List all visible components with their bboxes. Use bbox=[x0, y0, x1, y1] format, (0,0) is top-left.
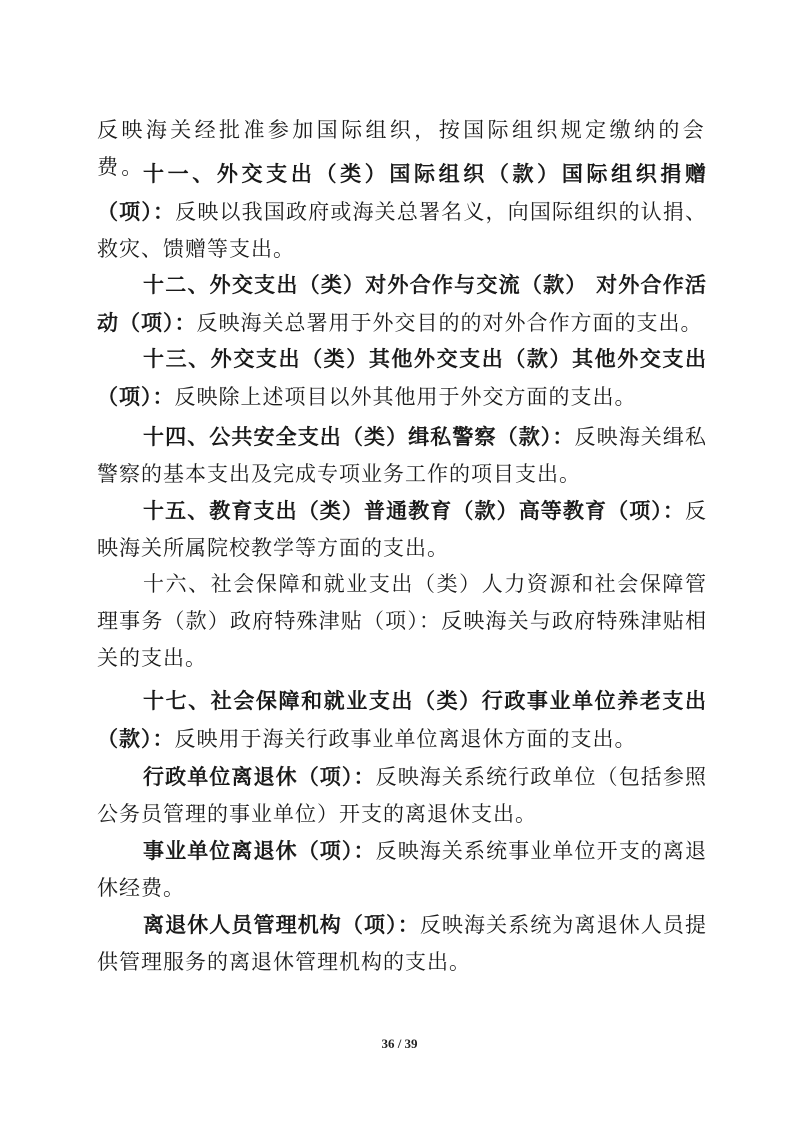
section-heading: 离退休人员管理机构（项）： bbox=[143, 912, 420, 937]
section-heading: 十三、外交支出（类）其他外交支出（款）其他外交支出（项）： bbox=[97, 346, 707, 409]
paragraph-16 bbox=[97, 566, 707, 677]
paragraph-15 bbox=[97, 492, 707, 567]
paragraph-body: 反映以我国政府或海关总署名义，向国际组织的认捐、救灾、馈赠等支出。 bbox=[97, 200, 708, 261]
paragraph-body: 反映海关系统行政单位（包括参照公务员管理的事业单位）开支的离退休支出。 bbox=[97, 765, 708, 826]
section-heading: 十一、外交支出（类）国际组织（款）国际组织捐赠（项）： bbox=[97, 161, 707, 224]
section-heading: 十四、公共安全支出（类）缉私警察（款）： bbox=[143, 424, 575, 449]
paragraph-body: 反映海关经批准参加国际组织，按国际组织规定缴纳的会费。 bbox=[97, 118, 707, 179]
section-heading: 十七、社会保障和就业支出（类）行政事业单位养老支出（款）： bbox=[97, 688, 707, 751]
section-heading: 十二、外交支出（类）对外合作与交流（款） 对外合作活动（项）： bbox=[97, 272, 707, 335]
paragraph-body: 反映海关系统事业单位开支的离退休经费。 bbox=[97, 839, 708, 900]
paragraph-body: 反映除上述项目以外其他用于外交方面的支出。 bbox=[174, 385, 637, 409]
section-heading: 行政单位离退休（项）： bbox=[143, 764, 376, 789]
paragraph-retired-public-institution bbox=[97, 832, 707, 907]
paragraph-body: 十六、社会保障和就业支出（类）人力资源和社会保障管理事务（款）政府特殊津贴（项）：反映海关与政府特殊津贴相关的支出。 bbox=[97, 572, 707, 670]
paragraph-14 bbox=[97, 418, 707, 493]
paragraph-retired-admin bbox=[97, 758, 707, 833]
paragraph-body: 反映用于海关行政事业单位离退休方面的支出。 bbox=[174, 727, 637, 751]
paragraph-17 bbox=[97, 682, 707, 758]
paragraph-body: 反映海关缉私警察的基本支出及完成专项业务工作的项目支出。 bbox=[97, 425, 707, 486]
section-heading: 事业单位离退休（项）： bbox=[143, 838, 376, 863]
paragraph-12 bbox=[97, 266, 707, 342]
paragraph-body: 反映海关总署用于外交目的的对外合作方面的支出。 bbox=[196, 311, 703, 335]
paragraph-13 bbox=[97, 340, 707, 416]
page-number: 36 / 39 bbox=[381, 1036, 418, 1051]
paragraph-11 bbox=[97, 155, 707, 268]
paragraph-retired-management bbox=[97, 906, 707, 981]
paragraph-body: 反映海关系统为离退休人员提供管理服务的离退休管理机构的支出。 bbox=[97, 913, 708, 974]
section-heading: 十五、教育支出（类）普通教育（款）高等教育（项）： bbox=[143, 498, 685, 523]
paragraph-body: 反映海关所属院校教学等方面的支出。 bbox=[97, 499, 707, 560]
